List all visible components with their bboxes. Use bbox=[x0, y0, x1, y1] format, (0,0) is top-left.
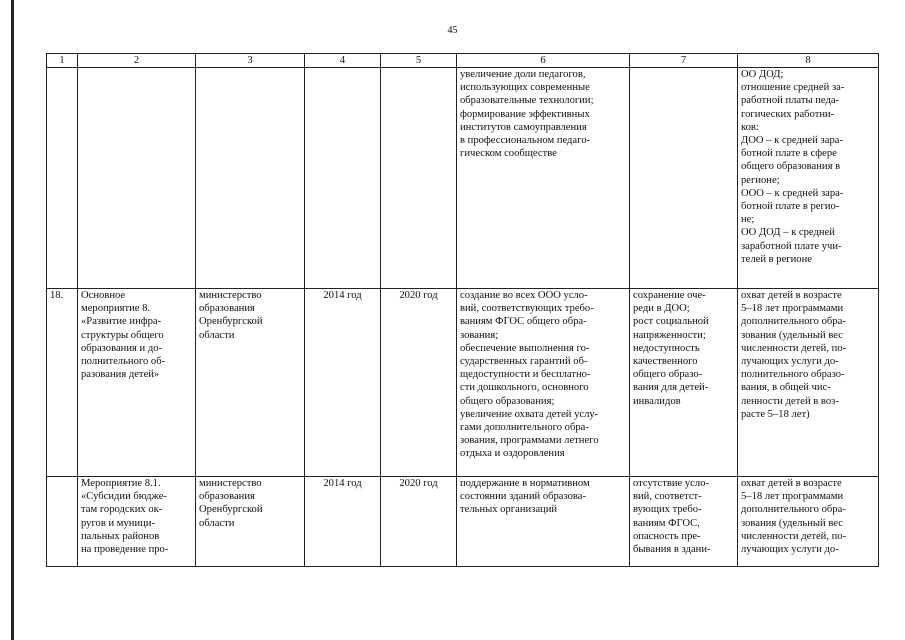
event-name: Основное мероприятие 8. «Развитие инфра- структуры общего образования и до- полнительного об- разования детей» bbox=[81, 290, 166, 381]
table-cell bbox=[630, 289, 738, 477]
start-year: 2014 год bbox=[305, 289, 381, 477]
header-cell: 4 bbox=[305, 54, 381, 68]
table-cell bbox=[738, 68, 879, 289]
table-cell bbox=[457, 477, 630, 567]
table-cell bbox=[305, 68, 381, 289]
table-cell bbox=[457, 68, 630, 289]
table-cell bbox=[196, 68, 305, 289]
table-cell bbox=[381, 68, 457, 289]
end-year: 2020 год bbox=[381, 477, 457, 567]
indicator-text: охват детей в возрасте 5–18 лет программами дополнительного обра- зования (удельный вес численности детей, по- лучающих услуги до- полнительного образо- вания, в общей чис- ленности детей в воз- расте 5–18 лет) bbox=[741, 290, 847, 420]
start-year: 2014 год bbox=[305, 477, 381, 567]
executor: министерство образования Оренбургской области bbox=[199, 478, 263, 529]
table-cell bbox=[738, 477, 879, 567]
indicator-text: охват детей в возрасте 5–18 лет программами дополнительного обра- зования (удельный вес численности детей, по- лучающих услуги до- bbox=[741, 478, 847, 556]
indicator-text: ОО ДОД; отношение средней за- работной платы педа- гогических работни- ков: ДОО – к средней зара- ботной плате в сфере общего образования в регионе; ООО – к средней зара- ботной плате в регио- не; ОО ДОД – к средней заработной плате учи- телей в регионе bbox=[741, 69, 845, 265]
page-number: 45 bbox=[447, 25, 458, 36]
program-table bbox=[46, 53, 879, 567]
table-cell bbox=[738, 289, 879, 477]
row-number bbox=[47, 477, 78, 567]
table-cell bbox=[457, 289, 630, 477]
table-cell bbox=[78, 289, 196, 477]
table-cell bbox=[47, 68, 78, 289]
header-cell: 3 bbox=[196, 54, 305, 68]
event-name: Мероприятие 8.1. «Субсидии бюдже- там городских ок- ругов и муници- пальных районов на проведение про- bbox=[81, 478, 169, 556]
table-cell bbox=[630, 477, 738, 567]
header-cell: 7 bbox=[630, 54, 738, 68]
table-cell bbox=[78, 477, 196, 567]
executor: министерство образования Оренбургской области bbox=[199, 290, 263, 341]
table-cell bbox=[196, 289, 305, 477]
table-row bbox=[47, 477, 879, 567]
header-cell: 6 bbox=[457, 54, 630, 68]
table-row bbox=[47, 289, 879, 477]
expected-result-text: создание во всех ООО усло- вий, соответствующих требо- ваниям ФГОС общего обра- зования; обеспечение выполнения го- сударственных гарантий об- щедоступности и бесплатно- сти дошкольного, основного общего образования; увеличение охвата детей услу- гами дополнительного обра- зования, программами летнего отдыха и оздоровления bbox=[460, 290, 599, 460]
table-cell bbox=[630, 68, 738, 289]
table-cell bbox=[196, 477, 305, 567]
header-cell: 5 bbox=[381, 54, 457, 68]
header-cell: 8 bbox=[738, 54, 879, 68]
consequences-text: отсутствие усло- вий, соответст- вующих требо- ваниям ФГОС, опасность пре- бывания в здани- bbox=[633, 478, 711, 556]
header-cell: 1 bbox=[47, 54, 78, 68]
expected-result-text: увеличение доли педагогов, использующих современные образовательные технологии; формирование эффективных институтов самоуправления в профессиональном педаго- гическом сообществе bbox=[460, 69, 594, 160]
page-edge-bar bbox=[11, 0, 14, 640]
table-header-row bbox=[47, 54, 879, 68]
expected-result-text: поддержание в нормативном состоянии зданий образова- тельных организаций bbox=[460, 478, 590, 516]
header-cell: 2 bbox=[78, 54, 196, 68]
consequences-text: сохранение оче- реди в ДОО; рост социальной напряженности; недоступность качественного общего образо- вания для детей- инвалидов bbox=[633, 290, 709, 407]
end-year: 2020 год bbox=[381, 289, 457, 477]
table-row bbox=[47, 68, 879, 289]
table-cell bbox=[78, 68, 196, 289]
row-number: 18. bbox=[47, 289, 78, 477]
